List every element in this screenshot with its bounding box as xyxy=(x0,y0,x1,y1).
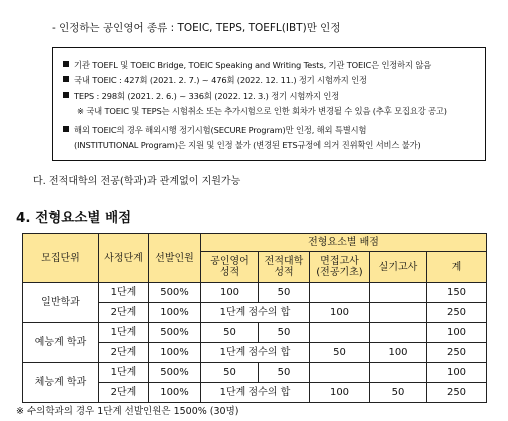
square-bullet-icon xyxy=(63,92,69,98)
total-cell: 250 xyxy=(427,303,487,323)
header-group: 전형요소별 배점 xyxy=(201,234,487,252)
header-total: 계 xyxy=(427,252,487,283)
merged-score-cell: 1단계 점수의 합 xyxy=(201,303,310,323)
note-bullet-2: 국내 TOEIC : 427회 (2021. 2. 7.) ~ 476회 (2022. 12. 11.) 정기 시험까지 인정 xyxy=(63,74,367,86)
table-row xyxy=(23,283,487,303)
total-cell: 100 xyxy=(427,323,487,343)
stage-cell: 1단계 xyxy=(99,323,149,343)
footnote: ※ 수의학과의 경우 1단계 선발인원은 1500% (30명) xyxy=(16,406,239,417)
ratio-cell: 100% xyxy=(149,383,201,403)
square-bullet-icon xyxy=(63,61,69,67)
practical-cell xyxy=(370,363,427,383)
total-cell: 100 xyxy=(427,363,487,383)
stage-cell: 2단계 xyxy=(99,343,149,363)
interview-cell: 50 xyxy=(310,343,370,363)
unit-cell: 일반학과 xyxy=(23,283,99,323)
merged-score-cell: 1단계 점수의 합 xyxy=(201,383,310,403)
header-stage: 사정단계 xyxy=(99,234,149,283)
english-cell: 100 xyxy=(201,283,259,303)
interview-cell: 100 xyxy=(310,303,370,323)
interview-cell xyxy=(310,323,370,343)
note-bullet-4: 해외 TOEIC의 경우 해외시행 정기시험(SECURE Program)만 인정, 해외 특별시험 xyxy=(63,124,366,136)
notes-box xyxy=(52,47,486,161)
header-practical: 실기고사 xyxy=(370,252,427,283)
square-bullet-icon xyxy=(63,126,69,132)
practical-cell: 50 xyxy=(370,383,427,403)
note-subnote: ※ 국내 TOEIC 및 TEPS는 시험취소 또는 추가시험으로 인한 회차가 변경될 수 있음 (추후 모집요강 공고) xyxy=(77,106,447,116)
interview-cell xyxy=(310,283,370,303)
english-cell: 50 xyxy=(201,363,259,383)
prev-cell: 50 xyxy=(259,283,310,303)
interview-cell: 100 xyxy=(310,383,370,403)
score-allocation-table xyxy=(22,233,487,403)
header-english: 공인영어 성적 xyxy=(201,252,259,283)
total-cell: 250 xyxy=(427,343,487,363)
note-bullet-3: TEPS : 298회 (2021. 2. 6.) ~ 336회 (2022. 12. 3.) 정기 시험까지 인정 xyxy=(63,90,339,102)
ratio-cell: 100% xyxy=(149,303,201,323)
square-bullet-icon xyxy=(63,76,69,82)
prev-cell: 50 xyxy=(259,363,310,383)
header-unit: 모집단위 xyxy=(23,234,99,283)
ratio-cell: 500% xyxy=(149,363,201,383)
practical-cell xyxy=(370,303,427,323)
header-ratio: 선발인원 xyxy=(149,234,201,283)
stage-cell: 1단계 xyxy=(99,363,149,383)
item-d-text: 다. 전적대학의 전공(학과)과 관계없이 지원가능 xyxy=(33,176,241,187)
note-bullet-4-cont: (INSTITUTIONAL Program)은 지원 및 인정 불가 (변경된 ETS규정에 의거 진위확인 서비스 불가) xyxy=(74,140,421,150)
header-prev-school: 전적대학 성적 xyxy=(259,252,310,283)
total-cell: 150 xyxy=(427,283,487,303)
note-bullet-1: 기관 TOEFL 및 TOEIC Bridge, TOEIC Speaking and Writing Tests, 기관 TOEIC은 인정하지 않음 xyxy=(63,59,431,71)
english-cell: 50 xyxy=(201,323,259,343)
unit-cell: 예능계 학과 xyxy=(23,323,99,363)
practical-cell: 100 xyxy=(370,343,427,363)
header-row-1 xyxy=(23,234,487,252)
ratio-cell: 500% xyxy=(149,283,201,303)
unit-cell: 체능계 학과 xyxy=(23,363,99,403)
stage-cell: 2단계 xyxy=(99,383,149,403)
interview-cell xyxy=(310,363,370,383)
ratio-cell: 500% xyxy=(149,323,201,343)
ratio-cell: 100% xyxy=(149,343,201,363)
stage-cell: 1단계 xyxy=(99,283,149,303)
header-interview: 면접고사 (전공기초) xyxy=(310,252,370,283)
practical-cell xyxy=(370,283,427,303)
practical-cell xyxy=(370,323,427,343)
table-row xyxy=(23,323,487,343)
table-row xyxy=(23,363,487,383)
prev-cell: 50 xyxy=(259,323,310,343)
merged-score-cell: 1단계 점수의 합 xyxy=(201,343,310,363)
stage-cell: 2단계 xyxy=(99,303,149,323)
section-title: 4. 전형요소별 배점 xyxy=(16,210,132,226)
english-exams-line: - 인정하는 공인영어 종류 : TOEIC, TEPS, TOEFL(IBT)만 인정 xyxy=(52,22,341,34)
total-cell: 250 xyxy=(427,383,487,403)
